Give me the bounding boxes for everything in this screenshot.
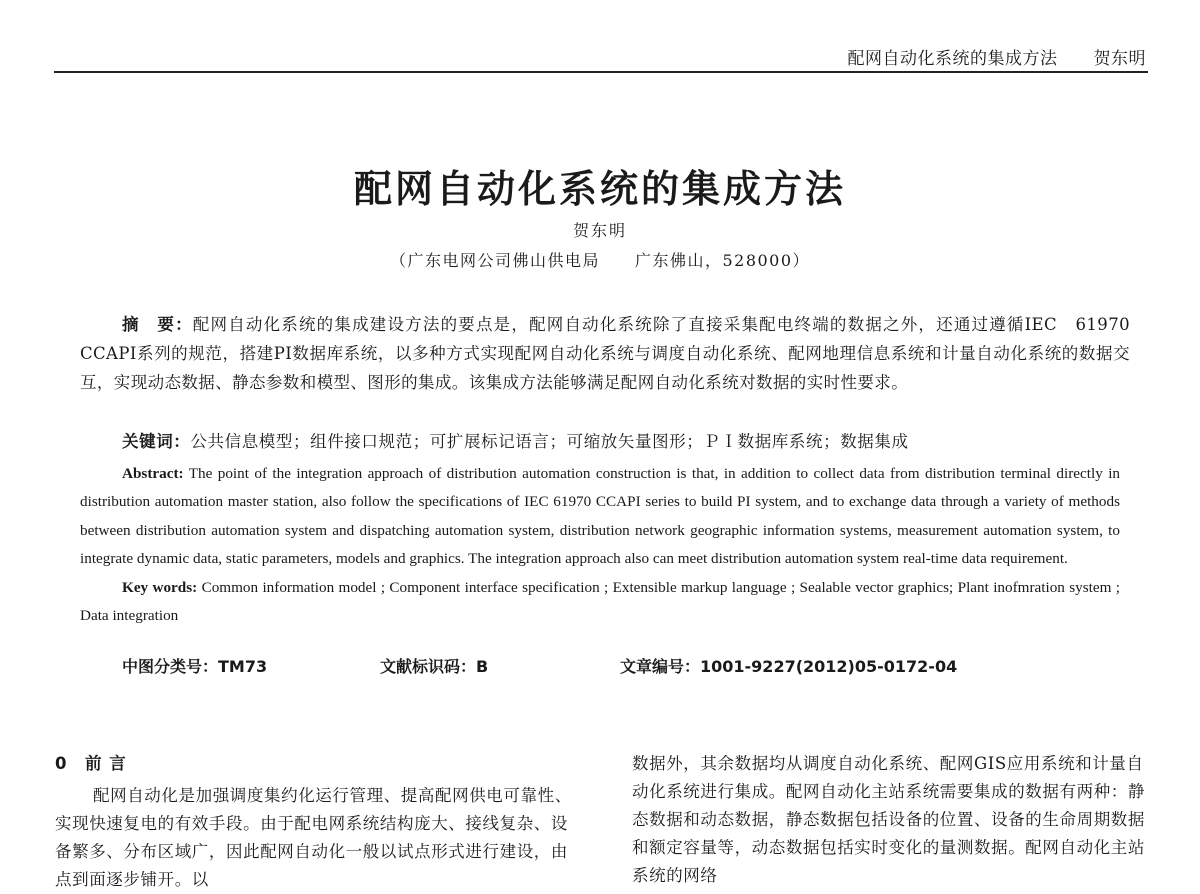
body-column-left: [55, 750, 575, 894]
chinese-abstract: [80, 310, 1147, 397]
running-header-author: 贺东明: [1093, 49, 1146, 69]
running-header: [848, 44, 1147, 69]
english-abstract-text: The point of the integration approach of distribution automation construction is that, in addition to collect data from distribution terminal directly in distribution automation master station, also follow the specifications of IEC 61970 CCAPI series to build PI system, and to exchange data through a variety of methods between distribution automation system and dispatching automation system, distribution network geographic information systems, measurement automation system, to integrate dynamic data, static parameters, models and graphics. The integration approach also can meet distribution automation system real-time data requirement.: [80, 465, 1121, 568]
english-keywords: [80, 574, 1120, 631]
paper-title: 配网自动化系统的集成方法: [353, 167, 846, 211]
chinese-keywords: [122, 428, 909, 452]
body-column-right: [632, 750, 1152, 890]
paper-affiliation: （广东电网公司佛山供电局 广东佛山，528000）: [389, 251, 811, 270]
clc-number: 中图分类号：TM73: [122, 657, 268, 676]
chinese-keywords-label: 关键词：: [122, 432, 191, 451]
english-abstract-label: Abstract:: [122, 465, 184, 482]
english-abstract-block: [80, 460, 1120, 630]
running-header-title: 配网自动化系统的集成方法: [847, 49, 1058, 69]
chinese-abstract-text: 配网自动化系统的集成建设方法的要点是，配网自动化系统除了直接采集配电终端的数据之外，还通过遵循IEC 61970 CCAPI系列的规范，搭建PI数据库系统，以多种方式实现配网自动化系统与调度自动化系统、配网地理信息系统和计量自动化系统的数据交互，实现动态数据、静态参数和模型、图形的集成。该集成方法能够满足配网自动化系统对数据的实时性要求。: [80, 315, 1147, 392]
english-abstract: [80, 460, 1120, 574]
chinese-keywords-text: 公共信息模型；组件接口规范；可扩展标记语言；可缩放矢量图形；ＰＩ数据库系统；数据集成: [190, 432, 909, 451]
body-paragraph-right: 数据外，其余数据均从调度自动化系统、配网GIS应用系统和计量自动化系统进行集成。配网自动化主站系统需要集成的数据有两种：静态数据和动态数据，静态数据包括设备的位置、设备的生命周期数据和额定容量等，动态数据包括实时变化的量测数据。配网自动化主站系统的网络: [632, 754, 1145, 885]
english-keywords-label: Key words:: [122, 578, 198, 596]
document-code: 文献标识码：B: [380, 657, 489, 676]
english-keywords-text: Common information model ; Component interface specification ; Extensible markup language ; Sealable vector graphics; Plant inofmration system ; Data integration: [80, 578, 1120, 625]
header-rule: [54, 71, 1148, 73]
paper-author: 贺东明: [572, 221, 627, 240]
article-number: 文章编号：1001-9227(2012)05-0172-04: [620, 657, 958, 676]
section-heading: 0 前 言: [55, 754, 127, 773]
body-paragraph-left: 配网自动化是加强调度集约化运行管理、提高配网供电可靠性、实现快速复电的有效手段。由于配电网系统结构庞大、接线复杂、设备繁多、分布区域广，因此配网自动化一般以试点形式进行建设，由点到面逐步铺开。以: [55, 786, 572, 889]
chinese-abstract-label: 摘 要：: [122, 315, 193, 334]
